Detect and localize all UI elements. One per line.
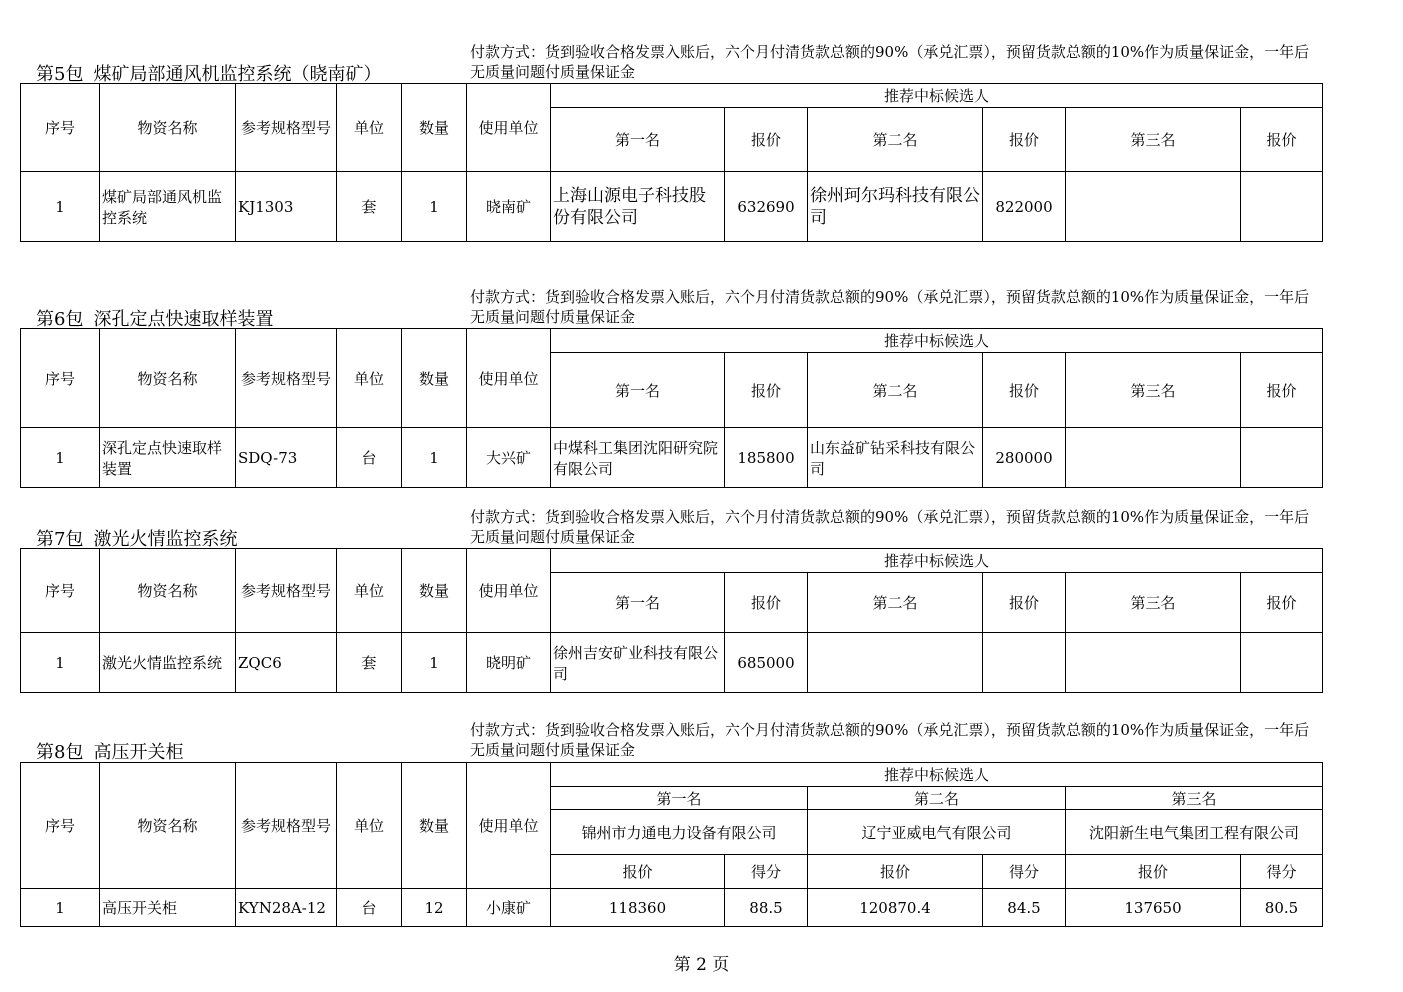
cell-user: 大兴矿 [467, 428, 551, 488]
package-8-title [36, 738, 183, 764]
cell-seq: 1 [21, 428, 100, 488]
package-number: 第8包 [36, 742, 84, 763]
cell-user: 小康矿 [467, 889, 551, 927]
header-material-name: 物资名称 [100, 549, 236, 633]
header-qty: 数量 [402, 329, 467, 428]
payment-terms: 付款方式：货到验收合格发票入账后，六个月付清货款总额的90%（承兑汇票），预留货款总额的10%作为质量保证金，一年后无质量问题付质量保证金 [470, 43, 1310, 81]
header-user-unit: 使用单位 [467, 329, 551, 428]
table-row [21, 172, 1323, 242]
cell-user: 晓明矿 [467, 633, 551, 693]
header-score: 得分 [1241, 855, 1323, 889]
cell-third [1066, 428, 1241, 488]
cell-first-price: 118360 [551, 889, 725, 927]
header-recommended: 推荐中标候选人 [551, 84, 1323, 108]
header-unit: 单位 [337, 84, 402, 172]
header-unit: 单位 [337, 329, 402, 428]
cell-material: 煤矿局部通风机监控系统 [100, 172, 236, 242]
header-spec: 参考规格型号 [236, 329, 337, 428]
table-row [21, 428, 1323, 488]
cell-third-price [1241, 172, 1323, 242]
cell-second: 山东益矿钻采科技有限公司 [808, 428, 983, 488]
table-row [21, 633, 1323, 693]
package-7-table [20, 548, 1323, 693]
cell-second [808, 633, 983, 693]
package-6-table [20, 328, 1323, 488]
header-price: 报价 [983, 353, 1066, 428]
cell-third-price [1241, 428, 1323, 488]
header-price: 报价 [1241, 573, 1323, 633]
header-second: 第二名 [808, 108, 983, 172]
package-number: 第7包 [36, 529, 84, 550]
header-material-name: 物资名称 [100, 84, 236, 172]
second-company: 辽宁亚威电气有限公司 [808, 810, 1066, 855]
header-price: 报价 [1066, 855, 1241, 889]
header-price: 报价 [551, 855, 725, 889]
cell-third [1066, 172, 1241, 242]
header-first: 第一名 [551, 787, 808, 810]
payment-terms: 付款方式：货到验收合格发票入账后，六个月付清货款总额的90%（承兑汇票），预留货款总额的10%作为质量保证金，一年后无质量问题付质量保证金 [470, 721, 1310, 759]
payment-terms: 付款方式：货到验收合格发票入账后，六个月付清货款总额的90%（承兑汇票），预留货款总额的10%作为质量保证金，一年后无质量问题付质量保证金 [470, 288, 1310, 326]
header-qty: 数量 [402, 84, 467, 172]
header-price: 报价 [983, 573, 1066, 633]
cell-unit: 套 [337, 172, 402, 242]
cell-first: 中煤科工集团沈阳研究院有限公司 [551, 428, 725, 488]
cell-material: 激光火情监控系统 [100, 633, 236, 693]
cell-spec: KYN28A-12 [236, 889, 337, 927]
header-price: 报价 [1241, 108, 1323, 172]
package-name: 深孔定点快速取样装置 [93, 309, 274, 330]
cell-seq: 1 [21, 889, 100, 927]
header-qty: 数量 [402, 763, 467, 889]
header-material-name: 物资名称 [100, 763, 236, 889]
header-unit: 单位 [337, 763, 402, 889]
cell-user: 晓南矿 [467, 172, 551, 242]
cell-first-score: 88.5 [725, 889, 808, 927]
cell-second-price: 822000 [983, 172, 1066, 242]
cell-first-price: 685000 [725, 633, 808, 693]
header-material-name: 物资名称 [100, 329, 236, 428]
header-score: 得分 [725, 855, 808, 889]
cell-second-price: 280000 [983, 428, 1066, 488]
package-8-table [20, 762, 1323, 927]
package-5-table [20, 83, 1323, 242]
cell-spec: SDQ-73 [236, 428, 337, 488]
header-spec: 参考规格型号 [236, 549, 337, 633]
cell-unit: 台 [337, 428, 402, 488]
cell-second-score: 84.5 [983, 889, 1066, 927]
header-user-unit: 使用单位 [467, 549, 551, 633]
cell-qty: 1 [402, 172, 467, 242]
header-price: 报价 [725, 573, 808, 633]
header-price: 报价 [983, 108, 1066, 172]
header-first: 第一名 [551, 353, 725, 428]
header-user-unit: 使用单位 [467, 763, 551, 889]
header-recommended: 推荐中标候选人 [551, 549, 1323, 573]
package-number: 第6包 [36, 309, 84, 330]
cell-first-price: 185800 [725, 428, 808, 488]
cell-qty: 1 [402, 633, 467, 693]
table-row [21, 889, 1323, 927]
cell-seq: 1 [21, 172, 100, 242]
header-second: 第二名 [808, 353, 983, 428]
header-seq: 序号 [21, 329, 100, 428]
cell-material: 深孔定点快速取样装置 [100, 428, 236, 488]
third-company: 沈阳新生电气集团工程有限公司 [1066, 810, 1323, 855]
cell-second: 徐州珂尔玛科技有限公司 [808, 172, 983, 242]
cell-second-price [983, 633, 1066, 693]
page-number: 第 2 页 [673, 955, 730, 975]
cell-first-price: 632690 [725, 172, 808, 242]
header-price: 报价 [725, 108, 808, 172]
package-name: 高压开关柜 [93, 742, 184, 763]
cell-third [1066, 633, 1241, 693]
cell-third-price: 137650 [1066, 889, 1241, 927]
cell-spec: KJ1303 [236, 172, 337, 242]
header-third: 第三名 [1066, 573, 1241, 633]
header-recommended: 推荐中标候选人 [551, 329, 1323, 353]
cell-unit: 套 [337, 633, 402, 693]
package-name: 激光火情监控系统 [93, 529, 238, 550]
header-unit: 单位 [337, 549, 402, 633]
cell-third-score: 80.5 [1241, 889, 1323, 927]
header-seq: 序号 [21, 549, 100, 633]
header-second: 第二名 [808, 573, 983, 633]
first-company: 锦州市力通电力设备有限公司 [551, 810, 808, 855]
cell-second-price: 120870.4 [808, 889, 983, 927]
header-third: 第三名 [1066, 108, 1241, 172]
cell-spec: ZQC6 [236, 633, 337, 693]
cell-third-price [1241, 633, 1323, 693]
header-spec: 参考规格型号 [236, 763, 337, 889]
header-score: 得分 [983, 855, 1066, 889]
cell-unit: 台 [337, 889, 402, 927]
header-user-unit: 使用单位 [467, 84, 551, 172]
cell-first: 徐州吉安矿业科技有限公司 [551, 633, 725, 693]
cell-material: 高压开关柜 [100, 889, 236, 927]
package-name: 煤矿局部通风机监控系统（晓南矿） [93, 64, 382, 85]
cell-qty: 12 [402, 889, 467, 927]
payment-terms: 付款方式：货到验收合格发票入账后，六个月付清货款总额的90%（承兑汇票），预留货款总额的10%作为质量保证金，一年后无质量问题付质量保证金 [470, 508, 1310, 546]
header-price: 报价 [808, 855, 983, 889]
package-number: 第5包 [36, 64, 84, 85]
header-seq: 序号 [21, 763, 100, 889]
cell-first: 上海山源电子科技股份有限公司 [551, 172, 725, 242]
header-first: 第一名 [551, 573, 725, 633]
header-qty: 数量 [402, 549, 467, 633]
header-price: 报价 [1241, 353, 1323, 428]
header-third: 第三名 [1066, 353, 1241, 428]
header-price: 报价 [725, 353, 808, 428]
cell-qty: 1 [402, 428, 467, 488]
cell-seq: 1 [21, 633, 100, 693]
header-first: 第一名 [551, 108, 725, 172]
header-seq: 序号 [21, 84, 100, 172]
header-third: 第三名 [1066, 787, 1323, 810]
header-second: 第二名 [808, 787, 1066, 810]
header-spec: 参考规格型号 [236, 84, 337, 172]
header-recommended: 推荐中标候选人 [551, 763, 1323, 787]
